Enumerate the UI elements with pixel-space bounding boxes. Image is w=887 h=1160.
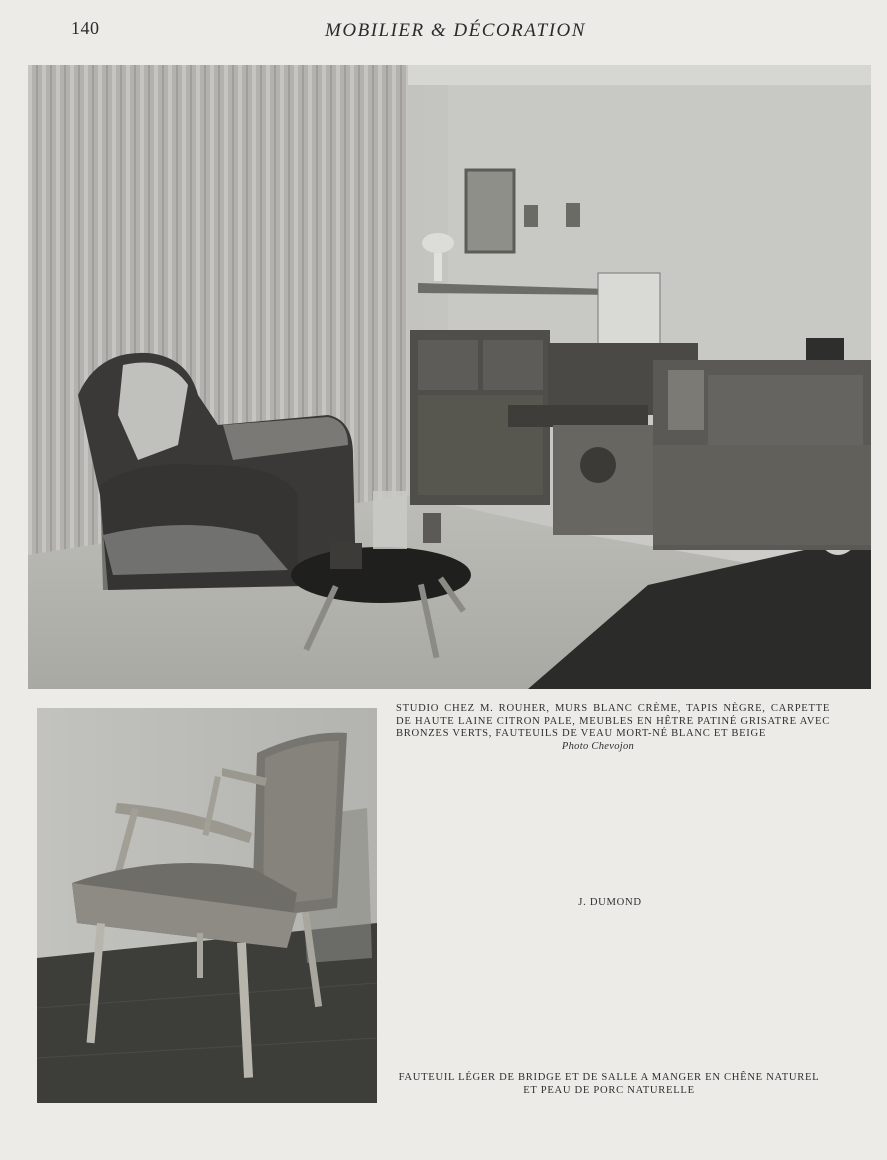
chair-caption-line1: FAUTEUIL LÉGER DE BRIDGE ET DE SALLE A MANGER EN CHÊNE NATUREL xyxy=(398,1072,820,1083)
designer-name: J. DUMOND xyxy=(578,897,642,908)
studio-caption xyxy=(396,703,830,753)
photo-credit: Photo Chevojon xyxy=(561,740,635,752)
page-number: 140 xyxy=(71,18,100,38)
studio-caption-text: STUDIO CHEZ M. ROUHER, MURS BLANC CRÈME, TAPIS NÈGRE, CARPETTE DE HAUTE LAINE CITRON PALE, MEUBLES EN HÊTRE PATINÉ GRISATRE AVEC BRONZES VERTS, FAUTEUILS DE VEAU MORT-NÉ BLANC ET BEIGE xyxy=(396,703,830,739)
chair-caption xyxy=(389,1072,829,1097)
chair-caption-line2: ET PEAU DE PORC NATURELLE xyxy=(523,1084,695,1096)
armchair-photo xyxy=(37,708,377,1103)
studio-interior-photo xyxy=(28,65,871,689)
running-title: MOBILIER & DÉCORATION xyxy=(325,20,586,41)
